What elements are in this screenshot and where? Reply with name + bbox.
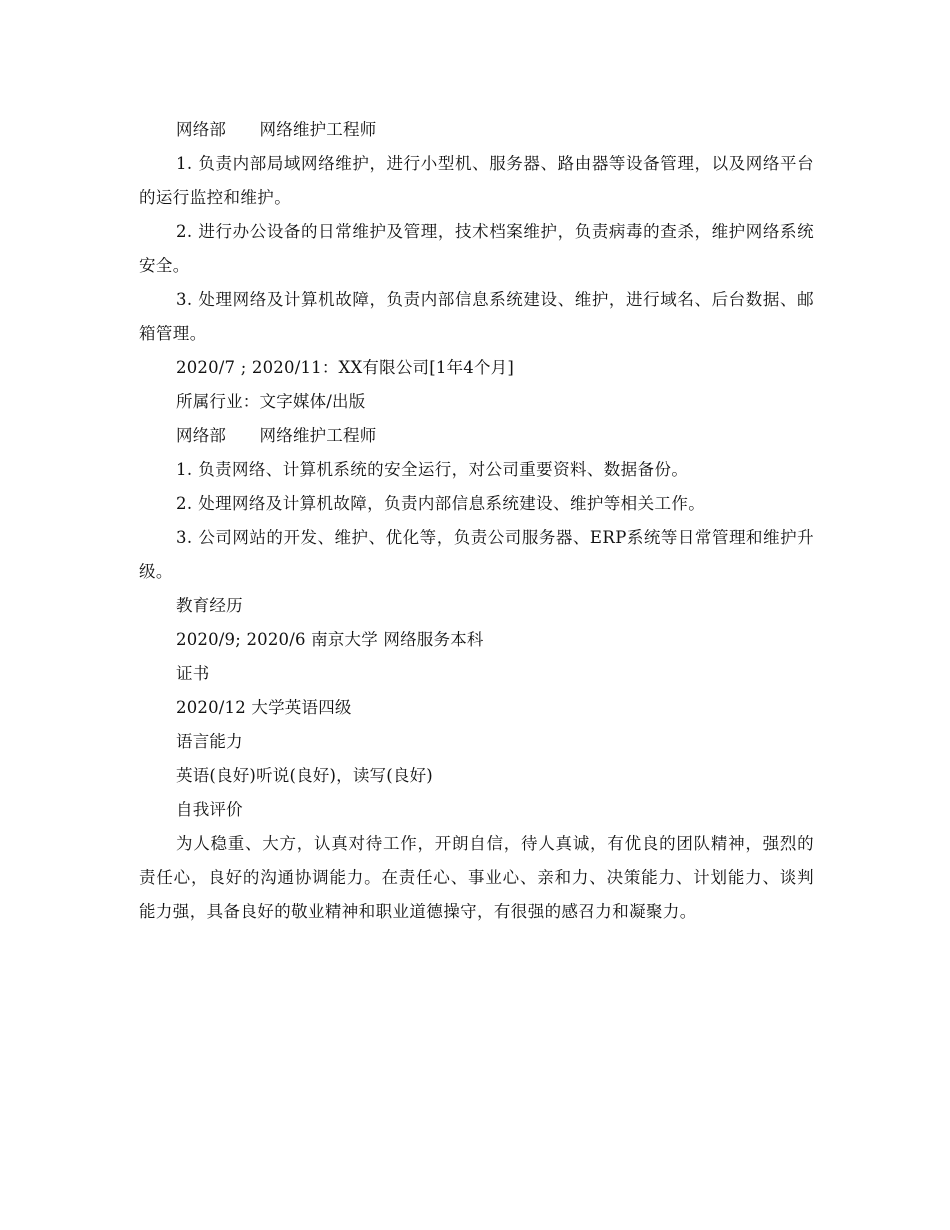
language-entry: 英语(良好)听说(良好)，读写(良好) xyxy=(176,766,433,785)
duty-1-3: 3. 处理网络及计算机故障，负责内部信息系统建设、维护，进行域名、后台数据、邮箱管理。 xyxy=(139,290,814,343)
education-heading: 教育经历 xyxy=(176,596,243,615)
duty-2-2: 2. 处理网络及计算机故障，负责内部信息系统建设、维护等相关工作。 xyxy=(176,494,706,513)
self-evaluation-text: 为人稳重、大方，认真对待工作，开朗自信，待人真诚，有优良的团队精神，强烈的责任心，良好的沟通协调能力。在责任心、事业心、亲和力、决策能力、计划能力、谈判能力强，具备良好的敬业精神和职业道德操守，有很强的感召力和凝聚力。 xyxy=(139,834,814,921)
education-entry: 2020/9; 2020/6 南京大学 网络服务本科 xyxy=(176,630,484,649)
duty-1-1: 1. 负责内部局域网络维护，进行小型机、服务器、路由器等设备管理，以及网络平台的运行监控和维护。 xyxy=(139,154,814,207)
language-heading: 语言能力 xyxy=(176,732,243,751)
duty-1-2: 2. 进行办公设备的日常维护及管理，技术档案维护，负责病毒的查杀，维护网络系统安全。 xyxy=(139,222,814,275)
employment-period: 2020/7 ; 2020/11：XX有限公司[1年4个月] xyxy=(176,358,515,377)
document-page xyxy=(139,113,814,929)
duty-2-3: 3. 公司网站的开发、维护、优化等，负责公司服务器、ERP系统等日常管理和维护升级。 xyxy=(139,528,814,581)
position-line-1: 网络部 网络维护工程师 xyxy=(176,120,377,139)
duty-2-1: 1. 负责网络、计算机系统的安全运行，对公司重要资料、数据备份。 xyxy=(176,460,689,479)
self-evaluation-heading: 自我评价 xyxy=(176,800,243,819)
industry-line: 所属行业：文字媒体/出版 xyxy=(176,392,366,411)
certificates-heading: 证书 xyxy=(176,664,210,683)
position-line-2: 网络部 网络维护工程师 xyxy=(176,426,377,445)
certificates-entry: 2020/12 大学英语四级 xyxy=(176,698,352,717)
